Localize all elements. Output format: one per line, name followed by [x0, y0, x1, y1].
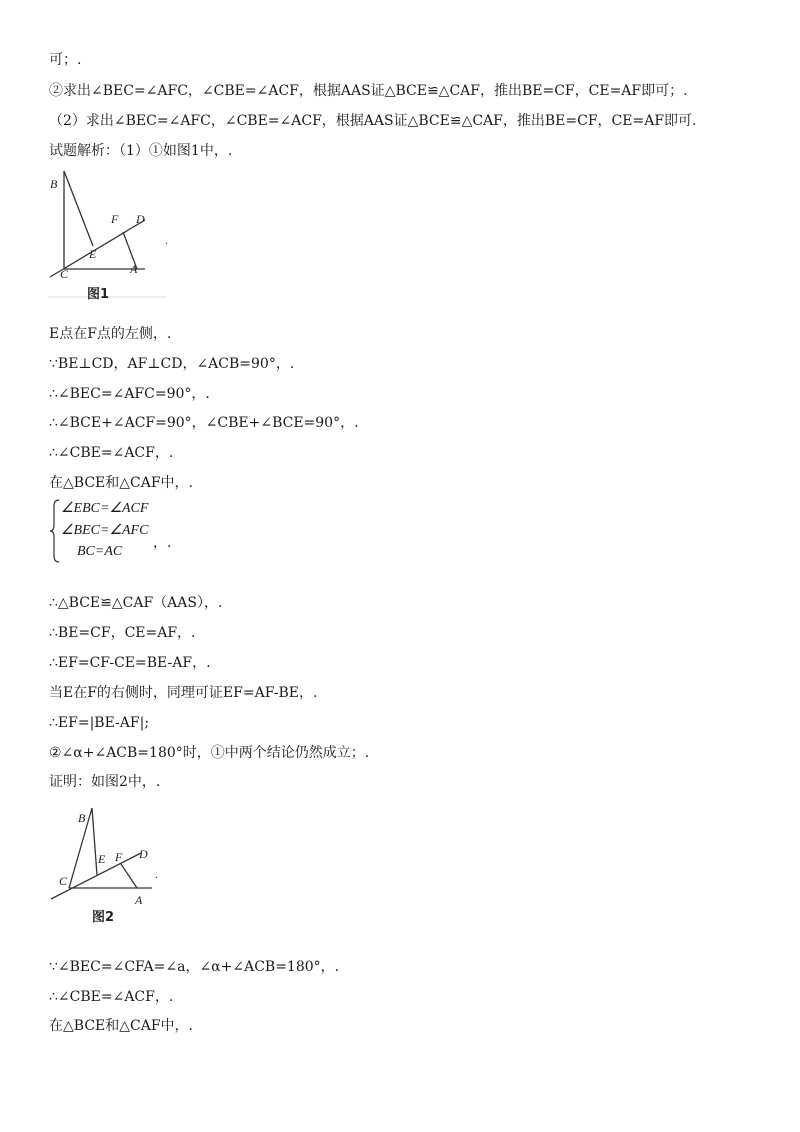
label-e: E — [98, 852, 106, 866]
text-line-8: ∴∠BCE+∠ACF=90°，∠CBE+∠BCE=90°，. — [49, 415, 359, 431]
equation-row-2: ∠BEC=∠AFC — [61, 523, 149, 538]
text-line-20: 在△BCE和△CAF中，. — [49, 1018, 193, 1034]
label-f: F — [111, 212, 119, 226]
text-line-19: ∴∠CBE=∠ACF，. — [49, 989, 174, 1005]
figure-1-caption: 图1 — [87, 287, 110, 302]
text-line-6: ∵BE⊥CD，AF⊥CD，∠ACB=90°，. — [49, 356, 295, 372]
label-c: C — [60, 267, 69, 281]
label-d: D — [139, 847, 148, 861]
equation-trailing: ，. — [153, 535, 172, 551]
figure-2 — [45, 800, 175, 930]
figure-2-caption: 图2 — [92, 910, 115, 925]
label-c: C — [59, 874, 68, 888]
text-line-10: 在△BCE和△CAF中，. — [49, 475, 193, 491]
equation-system — [49, 498, 249, 564]
text-line-15: ∴EF=|BE-AF|; — [49, 715, 150, 731]
figure-1 — [45, 165, 175, 300]
text-line-9: ∴∠CBE=∠ACF，. — [49, 445, 174, 461]
figure-2-dot: . — [155, 867, 158, 881]
label-e: E — [89, 247, 97, 261]
text-line-1: 可；. — [49, 52, 82, 68]
text-line-14: 当E在F的右侧时，同理可证EF=AF-BE，. — [49, 685, 318, 701]
label-b: B — [78, 811, 86, 825]
equation-row-3: BC=AC — [77, 544, 123, 559]
text-line-3: （2）求出∠BEC=∠AFC，∠CBE=∠ACF，根据AAS证△BCE≌△CAF，推出BE=CF，CE=AF即可. — [49, 113, 697, 129]
line-be — [64, 171, 93, 246]
equation-row-1: ∠EBC=∠ACF — [61, 501, 149, 516]
text-line-18: ∵∠BEC=∠CFA=∠a，∠α+∠ACB=180°，. — [49, 959, 340, 975]
line-af — [121, 864, 137, 888]
text-line-2: ②求出∠BEC=∠AFC，∠CBE=∠ACF，根据AAS证△BCE≌△CAF，推出BE=CF，CE=AF即可；. — [49, 83, 688, 99]
label-a: A — [135, 893, 143, 907]
figure-1-dot: . — [165, 233, 168, 247]
text-line-16: ②∠α+∠ACB=180°时，①中两个结论仍然成立；. — [49, 745, 370, 761]
text-line-12: ∴BE=CF，CE=AF，. — [49, 625, 196, 641]
label-f: F — [115, 850, 123, 864]
label-a: A — [130, 262, 138, 276]
text-line-17: 证明：如图2中，. — [49, 774, 161, 790]
text-line-5: E点在F点的左侧，. — [49, 326, 172, 342]
label-d: D — [136, 212, 145, 226]
figure-1-diagram — [45, 165, 175, 300]
line-be — [92, 808, 97, 875]
text-line-7: ∴∠BEC=∠AFC=90°，. — [49, 386, 210, 402]
text-line-11: ∴△BCE≌△CAF（AAS），. — [49, 595, 223, 611]
text-line-13: ∴EF=CF-CE=BE-AF，. — [49, 655, 211, 671]
left-brace-icon — [49, 498, 61, 564]
label-b: B — [50, 177, 58, 191]
text-line-4: 试题解析：（1）①如图1中，. — [49, 143, 233, 159]
